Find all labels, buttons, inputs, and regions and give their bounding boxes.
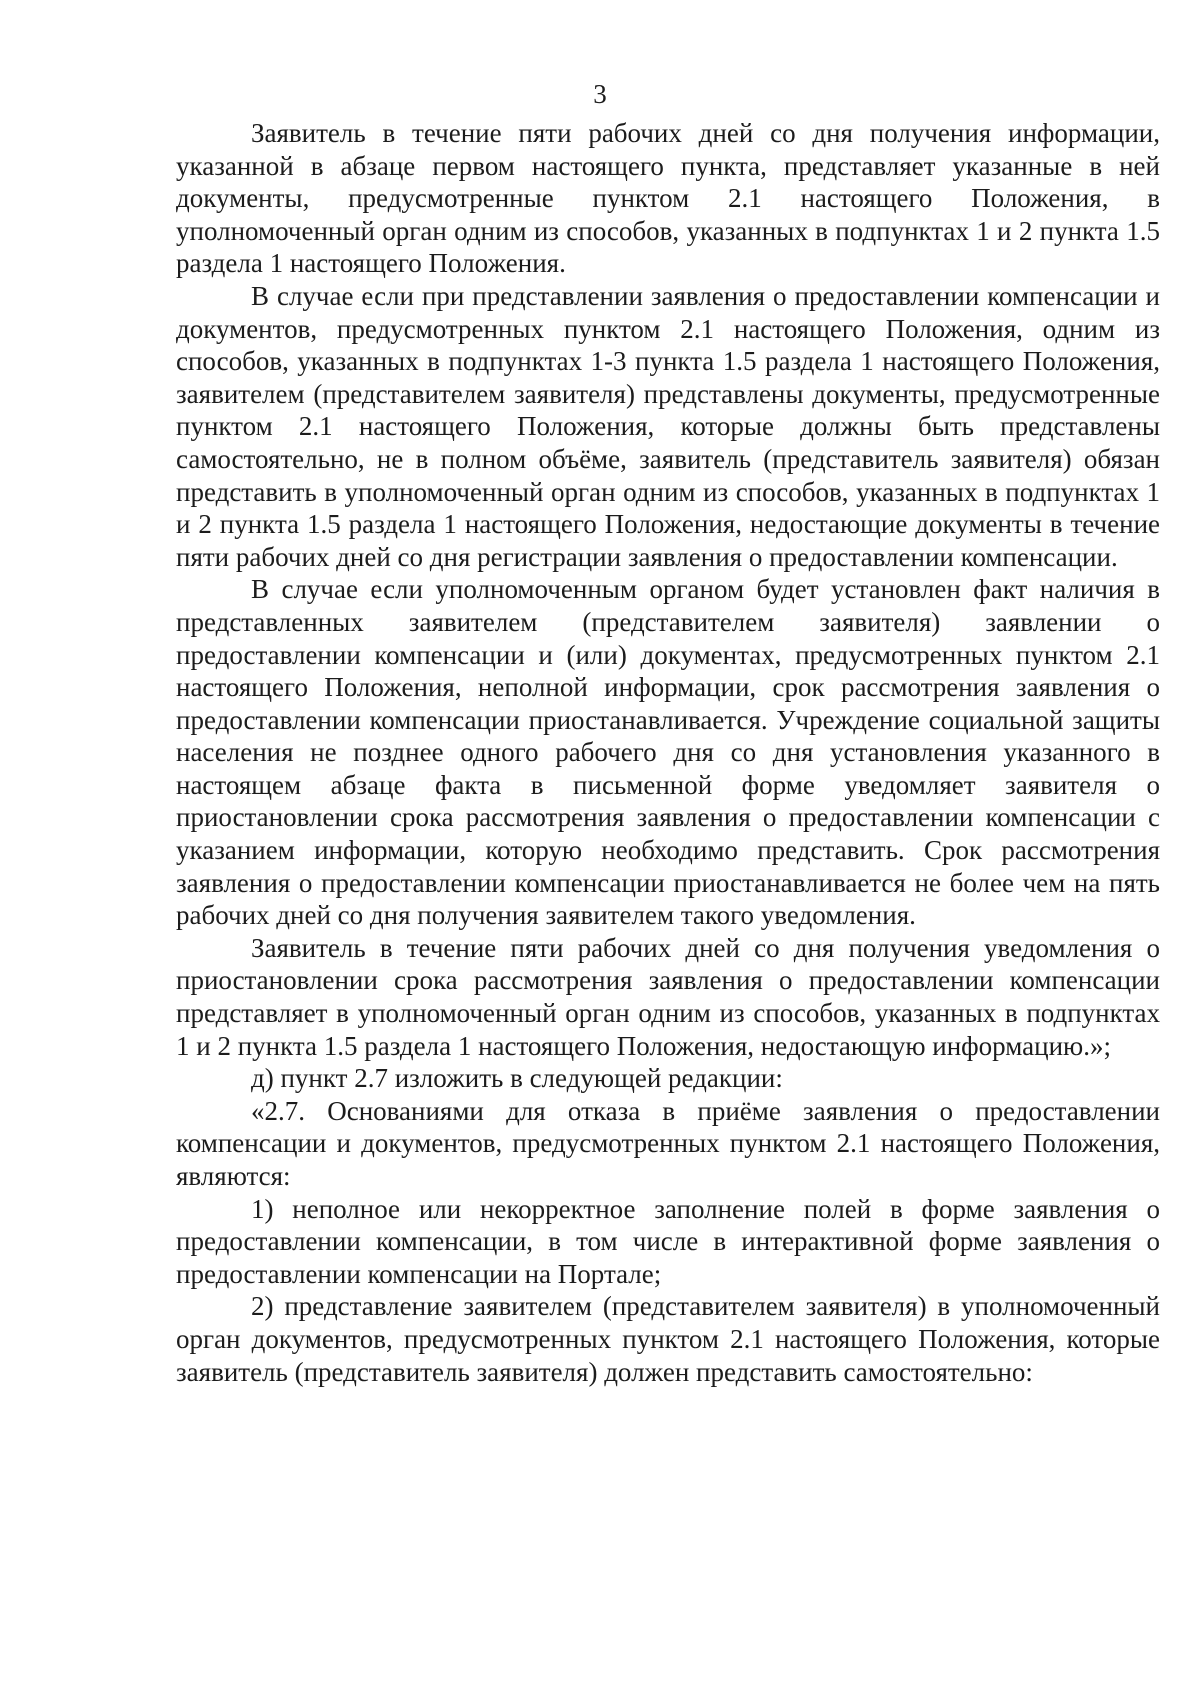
document-body (176, 117, 1160, 1388)
paragraph: В случае если уполномоченным органом будет установлен факт наличия в представленных заявителем (представителем заявителя) заявлении о предоставлении компенсации и (или) документах, предусмотренных пунктом 2.1 настоящего Положения, неполной информации, срок рассмотрения заявления о предоставлении компенсации приостанавливается. Учреждение социальной защиты населения не позднее одного рабочего дня со дня установления указанного в настоящем абзаце факта в письменной форме уведомляет заявителя о приостановлении срока рассмотрения заявления о предоставлении компенсации с указанием информации, которую необходимо представить. Срок рассмотрения заявления о предоставлении компенсации приостанавливается не более чем на пять рабочих дней со дня получения заявителем такого уведомления. (176, 574, 1160, 931)
paragraph: Заявитель в течение пяти рабочих дней со дня получения информации, указанной в абзаце первом настоящего пункта, представляет указанные в ней документы, предусмотренные пунктом 2.1 настоящего Положения, в уполномоченный орган одним из способов, указанных в подпунктах 1 и 2 пункта 1.5 раздела 1 настоящего Положения. (176, 118, 1160, 279)
paragraph: «2.7. Основаниями для отказа в приёме заявления о предоставлении компенсации и документов, предусмотренных пунктом 2.1 настоящего Положения, являются: (176, 1095, 1160, 1191)
paragraph: В случае если при представлении заявления о предоставлении компенсации и документов, предусмотренных пунктом 2.1 настоящего Положения, одним из способов, указанных в подпунктах 1-3 пункта 1.5 раздела 1 настоящего Положения, заявителем (представителем заявителя) представлены документы, предусмотренные пунктом 2.1 настоящего Положения, которые должны быть представлены самостоятельно, не в полном объёме, заявитель (представитель заявителя) обязан представить в уполномоченный орган одним из способов, указанных в подпунктах 1 и 2 пункта 1.5 раздела 1 настоящего Положения, недостающие документы в течение пяти рабочих дней со дня регистрации заявления о предоставлении компенсации. (176, 280, 1160, 572)
page-number: 3 (593, 79, 607, 109)
paragraph: 1) неполное или некорректное заполнение полей в форме заявления о предоставлении компенсации, в том числе в интерактивной форме заявления о предоставлении компенсации на Портале; (176, 1193, 1160, 1289)
paragraph: Заявитель в течение пяти рабочих дней со дня получения уведомления о приостановлении срока рассмотрения заявления о предоставлении компенсации представляет в уполномоченный орган одним из способов, указанных в подпунктах 1 и 2 пункта 1.5 раздела 1 настоящего Положения, недостающую информацию.»; (176, 932, 1160, 1061)
paragraph: д) пункт 2.7 изложить в следующей редакции: (251, 1063, 783, 1094)
paragraph: 2) представление заявителем (представителем заявителя) в уполномоченный орган документов, предусмотренных пунктом 2.1 настоящего Положения, которые заявитель (представитель заявителя) должен представить самостоятельно: (176, 1291, 1160, 1387)
